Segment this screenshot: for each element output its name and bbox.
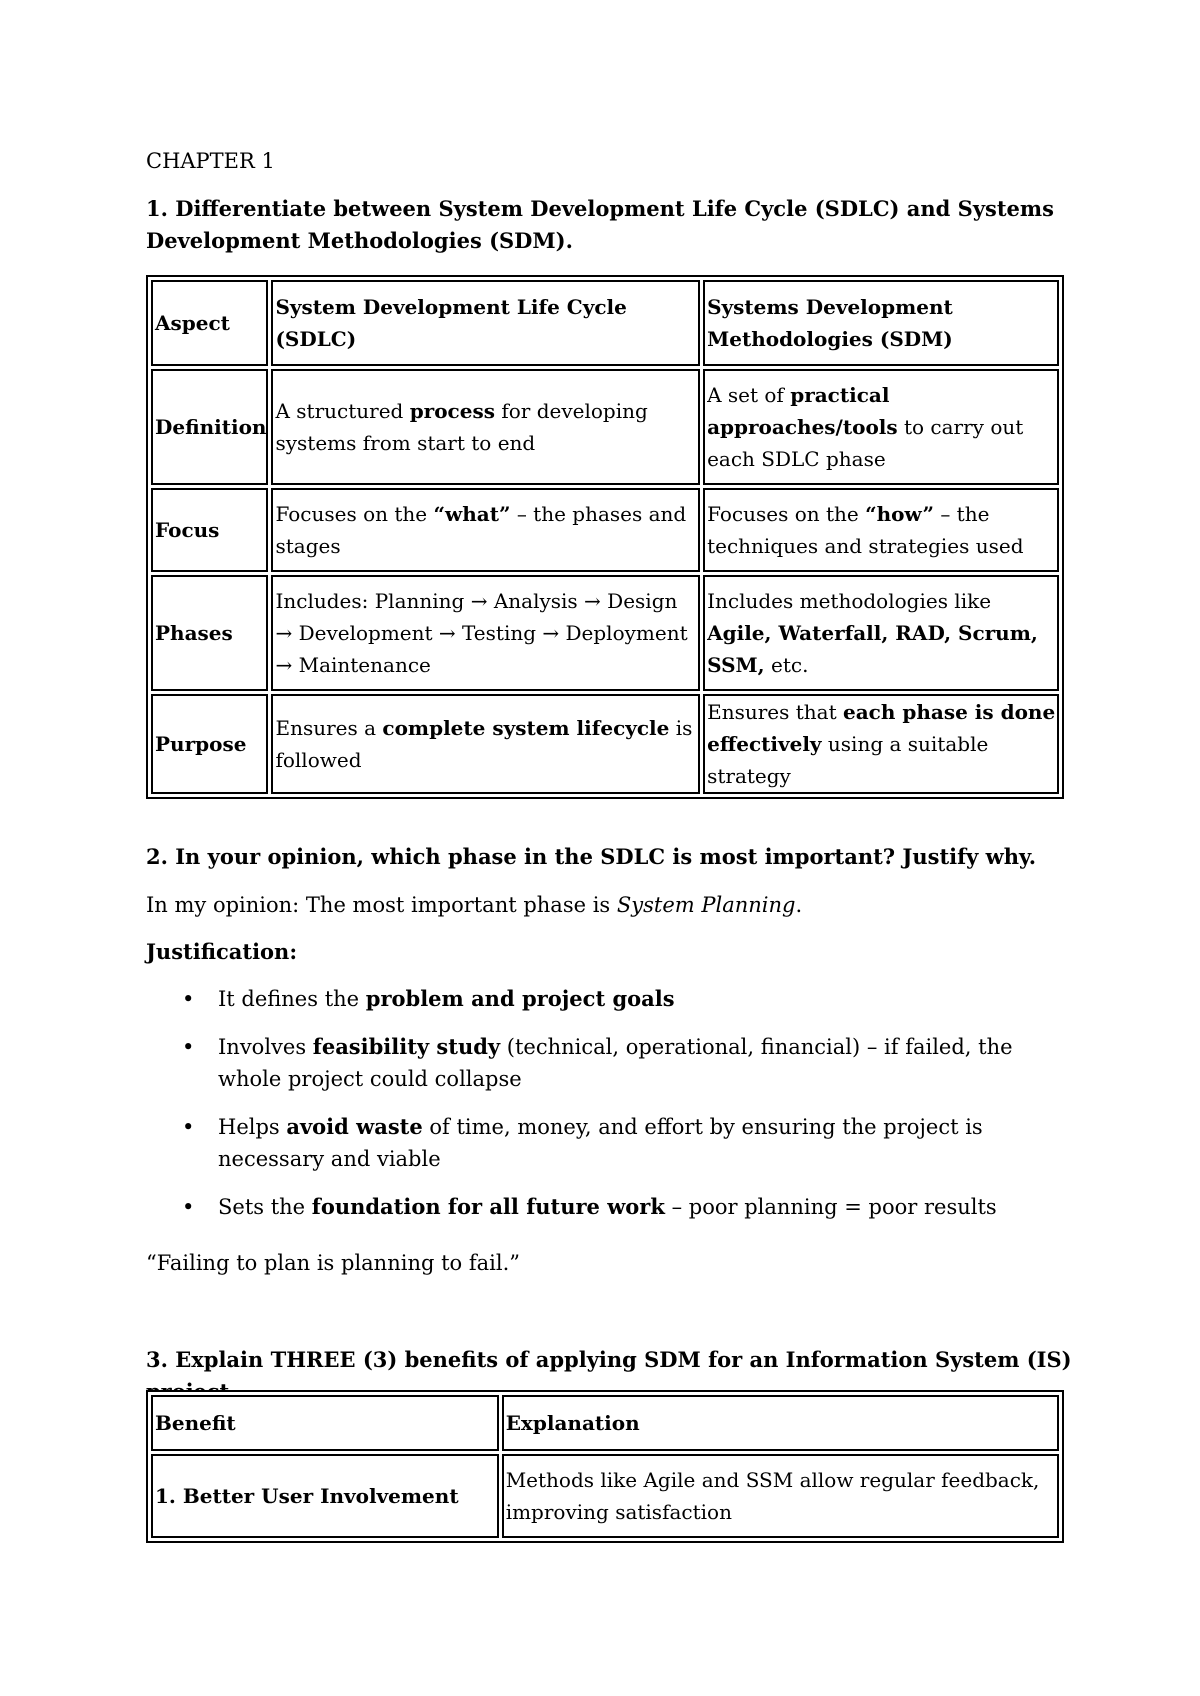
sdm-definition: A set of practical approaches/tools to carry out each SDLC phase <box>703 369 1059 485</box>
header-explanation: Explanation <box>502 1395 1059 1451</box>
aspect-purpose: Purpose <box>151 694 268 794</box>
sdlc-focus: Focuses on the “what” – the phases and stages <box>271 488 700 572</box>
sdm-purpose: Ensures that each phase is done effectively using a suitable strategy <box>703 694 1059 794</box>
header-sdlc: System Development Life Cycle (SDLC) <box>271 280 700 366</box>
sdm-phases: Includes methodologies like Agile, Waterfall, RAD, Scrum, SSM, etc. <box>703 575 1059 691</box>
table-row-definition <box>151 369 1059 485</box>
list-item: • Helps avoid waste of time, money, and effort by ensuring the project is necessary and viable <box>146 1111 1076 1175</box>
header-benefit: Benefit <box>151 1395 499 1451</box>
table-row-focus <box>151 488 1059 572</box>
table-row <box>151 1454 1059 1538</box>
list-item: • Involves feasibility study (technical, operational, financial) – if failed, the whole project could collapse <box>146 1031 1076 1095</box>
question-1-title: 1. Differentiate between System Development Life Cycle (SDLC) and Systems Development Methodologies (SDM). <box>146 196 1054 253</box>
sdlc-vs-sdm-table <box>146 275 1064 799</box>
benefit-cell: 1. Better User Involvement <box>151 1454 499 1538</box>
list-item: • Sets the foundation for all future work – poor planning = poor results <box>146 1191 1076 1223</box>
list-item: • It defines the problem and project goals <box>146 983 1076 1015</box>
aspect-focus: Focus <box>151 488 268 572</box>
justification-list <box>146 983 1076 1239</box>
opinion-text: In my opinion: The most important phase is System Planning. <box>146 893 803 917</box>
table-header-row <box>151 280 1059 366</box>
sdm-focus: Focuses on the “how” – the techniques and strategies used <box>703 488 1059 572</box>
sdm-benefits-table <box>146 1390 1064 1543</box>
question-3-title: 3. Explain THREE (3) benefits of applying SDM for an Information System (IS) <box>146 1347 1072 1372</box>
opinion-phase: System Planning <box>616 893 796 917</box>
table-row-phases <box>151 575 1059 691</box>
aspect-definition: Definition <box>151 369 268 485</box>
question-2-title: 2. In your opinion, which phase in the SDLC is most important? Justify why. <box>146 844 1037 869</box>
table-header-row <box>151 1395 1059 1451</box>
justification-label: Justification: <box>146 939 298 964</box>
chapter-heading: CHAPTER 1 <box>146 149 275 173</box>
sdlc-purpose: Ensures a complete system lifecycle is followed <box>271 694 700 794</box>
header-sdm: Systems Development Methodologies (SDM) <box>703 280 1059 366</box>
quote: “Failing to plan is planning to fail.” <box>146 1251 520 1275</box>
sdlc-definition: A structured process for developing systems from start to end <box>271 369 700 485</box>
table-row-purpose <box>151 694 1059 794</box>
explanation-cell: Methods like Agile and SSM allow regular feedback, improving satisfaction <box>502 1454 1059 1538</box>
sdlc-phases: Includes: Planning → Analysis → Design → Development → Testing → Deployment → Maintenance <box>271 575 700 691</box>
aspect-phases: Phases <box>151 575 268 691</box>
header-aspect: Aspect <box>151 280 268 366</box>
